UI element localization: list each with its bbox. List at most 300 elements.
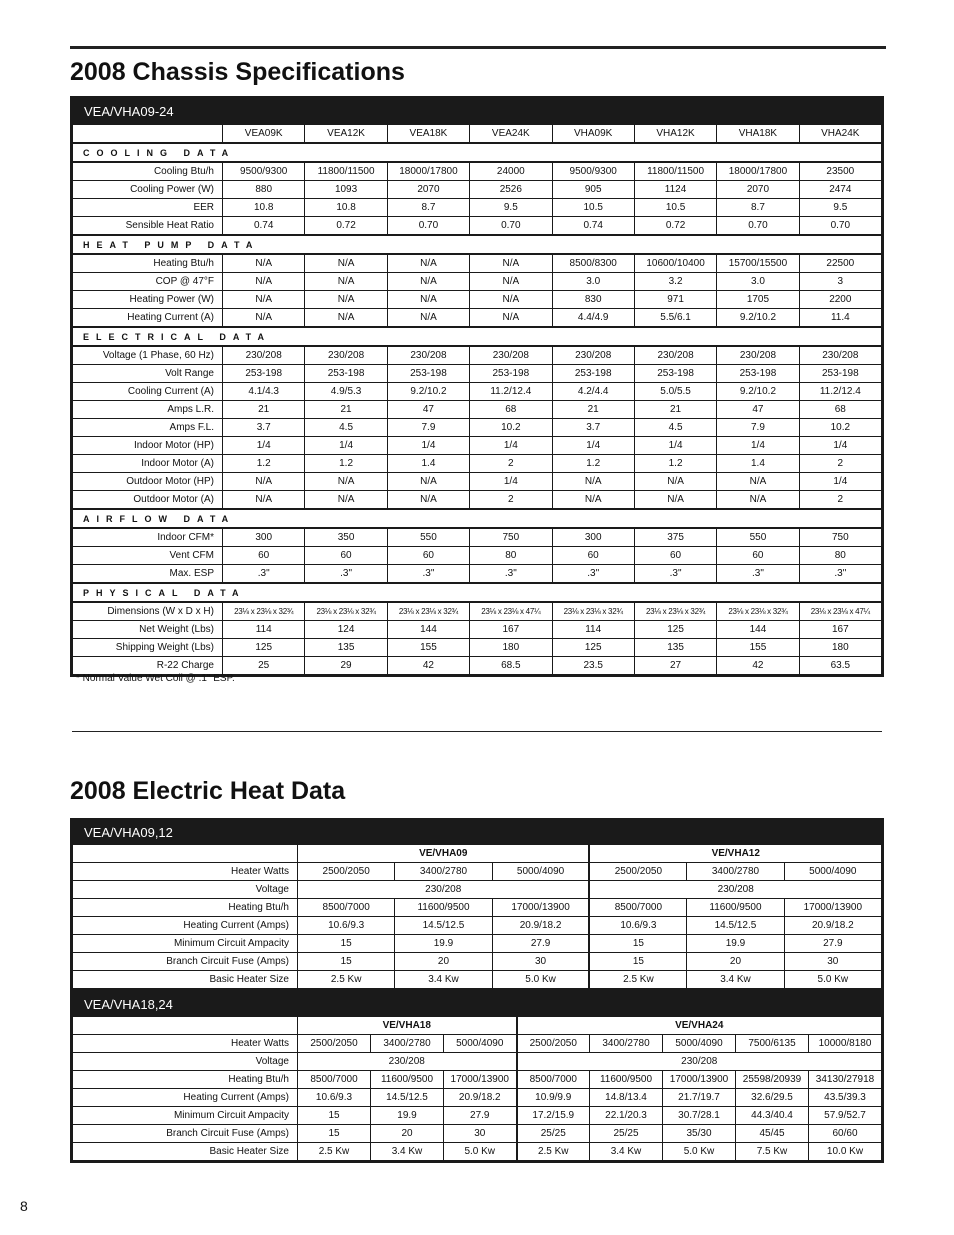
table-cell: 20 bbox=[395, 953, 492, 971]
table-cell: 180 bbox=[799, 639, 881, 657]
table-cell: 60 bbox=[305, 547, 387, 565]
table-cell: 5.0 Kw bbox=[663, 1143, 736, 1161]
row-label: Amps L.R. bbox=[73, 401, 223, 419]
table-cell: N/A bbox=[552, 473, 634, 491]
table-cell: 23⅛ x 23⅛ x 47¼ bbox=[470, 602, 552, 621]
group-header-cell: VE/VHA12 bbox=[589, 845, 881, 863]
table-cell: 15 bbox=[298, 935, 395, 953]
table-cell: 5.0 Kw bbox=[784, 971, 881, 989]
table-cell: 4.5 bbox=[634, 419, 716, 437]
table-cell: 1/4 bbox=[799, 473, 881, 491]
table-cell: 10.5 bbox=[634, 199, 716, 217]
table-cell: N/A bbox=[223, 273, 305, 291]
row-label: Vent CFM bbox=[73, 547, 223, 565]
table-cell: 253-198 bbox=[305, 365, 387, 383]
group-header-cell: VE/VHA09 bbox=[298, 845, 590, 863]
table-cell: 125 bbox=[552, 639, 634, 657]
table-cell: N/A bbox=[634, 491, 716, 510]
section-label: AIRFLOW DATA bbox=[73, 509, 882, 528]
table-cell: 253-198 bbox=[552, 365, 634, 383]
table-cell: 21 bbox=[552, 401, 634, 419]
table-cell: N/A bbox=[717, 473, 799, 491]
table-cell: 2070 bbox=[717, 181, 799, 199]
table-row bbox=[73, 639, 882, 657]
table-cell: 5.0 Kw bbox=[492, 971, 589, 989]
table-cell: N/A bbox=[470, 273, 552, 291]
table-cell: 253-198 bbox=[387, 365, 469, 383]
table-cell: 63.5 bbox=[799, 657, 881, 675]
model-header-cell: VHA18K bbox=[717, 125, 799, 144]
table-cell: 2200 bbox=[799, 291, 881, 309]
table-cell: 11600/9500 bbox=[687, 899, 784, 917]
table-cell: 0.72 bbox=[305, 217, 387, 236]
table-cell: 350 bbox=[305, 528, 387, 547]
table-cell: 11.2/12.4 bbox=[799, 383, 881, 401]
table-cell: 11.4 bbox=[799, 309, 881, 328]
table-cell: 44.3/40.4 bbox=[736, 1107, 809, 1125]
table-cell: 3400/2780 bbox=[371, 1035, 444, 1053]
table-cell: 68 bbox=[799, 401, 881, 419]
header-blank-cell bbox=[73, 845, 298, 863]
table-cell: 1.2 bbox=[223, 455, 305, 473]
table-cell: 10.2 bbox=[799, 419, 881, 437]
table-cell: 1.2 bbox=[634, 455, 716, 473]
table-cell: 750 bbox=[470, 528, 552, 547]
row-label: Cooling Power (W) bbox=[73, 181, 223, 199]
table-cell: 114 bbox=[223, 621, 305, 639]
table-cell: 10.2 bbox=[470, 419, 552, 437]
table-cell: 4.5 bbox=[305, 419, 387, 437]
table-cell: N/A bbox=[634, 473, 716, 491]
table-cell: .3" bbox=[387, 565, 469, 584]
table-cell: 8500/7000 bbox=[298, 1071, 371, 1089]
table-cell: 2.5 Kw bbox=[589, 971, 686, 989]
table-row bbox=[73, 953, 882, 971]
row-label: Amps F.L. bbox=[73, 419, 223, 437]
table-cell: 5000/4090 bbox=[663, 1035, 736, 1053]
section-label: HEAT PUMP DATA bbox=[73, 235, 882, 254]
table-cell: N/A bbox=[305, 473, 387, 491]
table-cell: 60 bbox=[552, 547, 634, 565]
table-cell: 230/208 bbox=[589, 881, 881, 899]
table-cell: 2.5 Kw bbox=[298, 971, 395, 989]
table-cell: 27.9 bbox=[784, 935, 881, 953]
table-cell: 3.7 bbox=[223, 419, 305, 437]
table-cell: .3" bbox=[634, 565, 716, 584]
table-cell: 19.9 bbox=[371, 1107, 444, 1125]
table-cell: 2.5 Kw bbox=[298, 1143, 371, 1161]
table-cell: 30 bbox=[784, 953, 881, 971]
table-cell: 29 bbox=[305, 657, 387, 675]
table-cell: 7500/6135 bbox=[736, 1035, 809, 1053]
table-cell: 8.7 bbox=[717, 199, 799, 217]
table-cell: 23⅛ x 23⅛ x 32¾ bbox=[223, 602, 305, 621]
row-label: Heater Watts bbox=[73, 1035, 298, 1053]
table-cell: 0.70 bbox=[470, 217, 552, 236]
row-label: Dimensions (W x D x H) bbox=[73, 602, 223, 621]
table-row bbox=[73, 1053, 882, 1071]
row-label: Branch Circuit Fuse (Amps) bbox=[73, 953, 298, 971]
table-cell: 10000/8180 bbox=[809, 1035, 882, 1053]
table-cell: 17000/13900 bbox=[784, 899, 881, 917]
table-cell: 135 bbox=[634, 639, 716, 657]
row-label: Branch Circuit Fuse (Amps) bbox=[73, 1125, 298, 1143]
table-row bbox=[73, 401, 882, 419]
table-row bbox=[73, 899, 882, 917]
row-label: Net Weight (Lbs) bbox=[73, 621, 223, 639]
table-cell: N/A bbox=[717, 491, 799, 510]
table-cell: 1.4 bbox=[717, 455, 799, 473]
table-row bbox=[73, 309, 882, 328]
table-row bbox=[73, 1107, 882, 1125]
table-cell: 1/4 bbox=[634, 437, 716, 455]
table-cell: 155 bbox=[717, 639, 799, 657]
table-cell: 23⅛ x 23⅛ x 32¾ bbox=[552, 602, 634, 621]
table-cell: 3400/2780 bbox=[590, 1035, 663, 1053]
table-cell: 300 bbox=[223, 528, 305, 547]
table-cell: N/A bbox=[223, 254, 305, 273]
table-cell: 47 bbox=[717, 401, 799, 419]
table-cell: 144 bbox=[717, 621, 799, 639]
table-row bbox=[73, 199, 882, 217]
heat-table-2 bbox=[72, 1016, 882, 1161]
table-cell: 10.6/9.3 bbox=[298, 917, 395, 935]
table-cell: 1/4 bbox=[387, 437, 469, 455]
page-number: 8 bbox=[20, 1198, 28, 1214]
row-label: Heating Current (Amps) bbox=[73, 1089, 298, 1107]
table-row bbox=[73, 1035, 882, 1053]
top-rule bbox=[70, 46, 886, 49]
table-cell: 2474 bbox=[799, 181, 881, 199]
table-cell: 30.7/28.1 bbox=[663, 1107, 736, 1125]
mid-rule bbox=[72, 731, 882, 732]
heat-table2-bar-label: VEA/VHA18,24 bbox=[84, 996, 173, 1012]
table-row bbox=[73, 971, 882, 989]
table-cell: 10.9/9.9 bbox=[517, 1089, 590, 1107]
table-cell: 5.0/5.5 bbox=[634, 383, 716, 401]
section-row bbox=[73, 509, 882, 528]
table-cell: 25 bbox=[223, 657, 305, 675]
table-cell: 9500/9300 bbox=[223, 162, 305, 181]
electric-heat-title: 2008 Electric Heat Data bbox=[70, 777, 346, 805]
table-cell: 25598/20939 bbox=[736, 1071, 809, 1089]
table-cell: 230/208 bbox=[298, 1053, 517, 1071]
table-cell: 230/208 bbox=[634, 346, 716, 365]
table-row bbox=[73, 621, 882, 639]
table-row bbox=[73, 473, 882, 491]
row-label: R-22 Charge bbox=[73, 657, 223, 675]
electric-heat-block-2 bbox=[70, 990, 884, 1163]
table-row bbox=[73, 1143, 882, 1161]
chassis-spec-table bbox=[72, 124, 882, 675]
table-row bbox=[73, 935, 882, 953]
table-cell: N/A bbox=[387, 309, 469, 328]
row-label: COP @ 47°F bbox=[73, 273, 223, 291]
table-cell: 5000/4090 bbox=[784, 863, 881, 881]
table-cell: 905 bbox=[552, 181, 634, 199]
table-cell: N/A bbox=[223, 491, 305, 510]
table-cell: 230/208 bbox=[517, 1053, 882, 1071]
table-cell: 1/4 bbox=[470, 473, 552, 491]
table-cell: 750 bbox=[799, 528, 881, 547]
table-cell: 24000 bbox=[470, 162, 552, 181]
table-cell: 0.70 bbox=[387, 217, 469, 236]
table-cell: N/A bbox=[223, 473, 305, 491]
table-cell: 155 bbox=[387, 639, 469, 657]
table-cell: N/A bbox=[305, 291, 387, 309]
table-cell: 1.4 bbox=[387, 455, 469, 473]
table-cell: 20.9/18.2 bbox=[444, 1089, 517, 1107]
row-label: Voltage (1 Phase, 60 Hz) bbox=[73, 346, 223, 365]
table-row bbox=[73, 547, 882, 565]
table-cell: 1093 bbox=[305, 181, 387, 199]
table-cell: 300 bbox=[552, 528, 634, 547]
heat-table2-bar bbox=[72, 992, 882, 1016]
table-cell: 3.4 Kw bbox=[590, 1143, 663, 1161]
table-cell: 3.7 bbox=[552, 419, 634, 437]
table-cell: 1.2 bbox=[552, 455, 634, 473]
section-label: PHYSICAL DATA bbox=[73, 583, 882, 602]
table-cell: 167 bbox=[470, 621, 552, 639]
table-cell: 4.4/4.9 bbox=[552, 309, 634, 328]
table-cell: 4.9/5.3 bbox=[305, 383, 387, 401]
table-row bbox=[73, 181, 882, 199]
table-cell: 57.9/52.7 bbox=[809, 1107, 882, 1125]
chassis-bar-label: VEA/VHA09-24 bbox=[84, 103, 174, 119]
table-cell: 1/4 bbox=[223, 437, 305, 455]
group-header-cell: VE/VHA24 bbox=[517, 1017, 882, 1035]
table-row bbox=[73, 291, 882, 309]
table-cell: 125 bbox=[223, 639, 305, 657]
row-label: Heating Btu/h bbox=[73, 899, 298, 917]
table-cell: N/A bbox=[387, 254, 469, 273]
table-cell: 60 bbox=[717, 547, 799, 565]
table-cell: 17000/13900 bbox=[663, 1071, 736, 1089]
table-cell: 7.5 Kw bbox=[736, 1143, 809, 1161]
table-cell: 0.70 bbox=[799, 217, 881, 236]
table-cell: N/A bbox=[470, 309, 552, 328]
electric-heat-block-1 bbox=[70, 818, 884, 991]
table-cell: 2070 bbox=[387, 181, 469, 199]
section-label: ELECTRICAL DATA bbox=[73, 327, 882, 346]
row-label: Heating Power (W) bbox=[73, 291, 223, 309]
group-header-cell: VE/VHA18 bbox=[298, 1017, 517, 1035]
table-cell: 114 bbox=[552, 621, 634, 639]
model-header-cell: VHA09K bbox=[552, 125, 634, 144]
table-cell: N/A bbox=[552, 491, 634, 510]
row-label: Outdoor Motor (HP) bbox=[73, 473, 223, 491]
table-cell: 20 bbox=[687, 953, 784, 971]
table-cell: 15 bbox=[589, 935, 686, 953]
table-cell: 8500/8300 bbox=[552, 254, 634, 273]
table-cell: 10.5 bbox=[552, 199, 634, 217]
table-cell: .3" bbox=[305, 565, 387, 584]
model-header-cell: VHA12K bbox=[634, 125, 716, 144]
table-cell: .3" bbox=[552, 565, 634, 584]
table-cell: 47 bbox=[387, 401, 469, 419]
table-cell: 1/4 bbox=[799, 437, 881, 455]
table-cell: 135 bbox=[305, 639, 387, 657]
table-cell: N/A bbox=[470, 291, 552, 309]
table-cell: 230/208 bbox=[799, 346, 881, 365]
table-row bbox=[73, 419, 882, 437]
table-cell: 9.2/10.2 bbox=[717, 383, 799, 401]
table-cell: 3.4 Kw bbox=[371, 1143, 444, 1161]
table-cell: 20 bbox=[371, 1125, 444, 1143]
table-cell: 45/45 bbox=[736, 1125, 809, 1143]
table-cell: 17.2/15.9 bbox=[517, 1107, 590, 1125]
table-cell: 35/30 bbox=[663, 1125, 736, 1143]
table-cell: 230/208 bbox=[552, 346, 634, 365]
table-cell: 167 bbox=[799, 621, 881, 639]
row-label: Cooling Current (A) bbox=[73, 383, 223, 401]
table-cell: 2500/2050 bbox=[517, 1035, 590, 1053]
table-cell: 230/208 bbox=[223, 346, 305, 365]
table-cell: 80 bbox=[470, 547, 552, 565]
table-cell: 2 bbox=[799, 491, 881, 510]
table-cell: 10.8 bbox=[223, 199, 305, 217]
table-cell: 34130/27918 bbox=[809, 1071, 882, 1089]
table-row bbox=[73, 1089, 882, 1107]
table-cell: 253-198 bbox=[717, 365, 799, 383]
table-cell: 23⅛ x 23⅛ x 32¾ bbox=[634, 602, 716, 621]
table-row bbox=[73, 383, 882, 401]
table-cell: 27.9 bbox=[492, 935, 589, 953]
section-row bbox=[73, 143, 882, 162]
table-cell: 230/208 bbox=[387, 346, 469, 365]
table-row bbox=[73, 491, 882, 510]
table-cell: 21 bbox=[634, 401, 716, 419]
heat-table1-bar bbox=[72, 820, 882, 844]
table-cell: 9.2/10.2 bbox=[387, 383, 469, 401]
table-row bbox=[73, 254, 882, 273]
table-cell: 11800/11500 bbox=[634, 162, 716, 181]
row-label: Indoor Motor (A) bbox=[73, 455, 223, 473]
section-row bbox=[73, 327, 882, 346]
table-cell: 43.5/39.3 bbox=[809, 1089, 882, 1107]
section-label: COOLING DATA bbox=[73, 143, 882, 162]
table-cell: 2526 bbox=[470, 181, 552, 199]
table-cell: 3 bbox=[799, 273, 881, 291]
row-label: Max. ESP bbox=[73, 565, 223, 584]
table-cell: 27.9 bbox=[444, 1107, 517, 1125]
table-cell: 1/4 bbox=[717, 437, 799, 455]
chassis-spec-block bbox=[70, 96, 884, 677]
table-cell: 253-198 bbox=[634, 365, 716, 383]
table-cell: 2 bbox=[799, 455, 881, 473]
table-cell: 2 bbox=[470, 455, 552, 473]
table-cell: 23⅛ x 23⅛ x 47¼ bbox=[799, 602, 881, 621]
row-label: Heater Watts bbox=[73, 863, 298, 881]
table-cell: 830 bbox=[552, 291, 634, 309]
table-cell: 14.5/12.5 bbox=[395, 917, 492, 935]
table-cell: 9.2/10.2 bbox=[717, 309, 799, 328]
table-cell: 10600/10400 bbox=[634, 254, 716, 273]
table-cell: N/A bbox=[223, 309, 305, 328]
table-cell: N/A bbox=[305, 309, 387, 328]
table-cell: 550 bbox=[717, 528, 799, 547]
table-cell: 253-198 bbox=[470, 365, 552, 383]
table-cell: 15 bbox=[589, 953, 686, 971]
chassis-bar bbox=[72, 98, 882, 124]
table-row bbox=[73, 217, 882, 236]
table-cell: 68 bbox=[470, 401, 552, 419]
table-cell: 0.70 bbox=[717, 217, 799, 236]
table-row bbox=[73, 365, 882, 383]
table-cell: 144 bbox=[387, 621, 469, 639]
table-cell: 23.5 bbox=[552, 657, 634, 675]
table-row bbox=[73, 863, 882, 881]
table-cell: 30 bbox=[492, 953, 589, 971]
model-header-cell: VEA24K bbox=[470, 125, 552, 144]
table-cell: 60 bbox=[387, 547, 469, 565]
section-row bbox=[73, 583, 882, 602]
table-cell: 10.6/9.3 bbox=[589, 917, 686, 935]
table-cell: 880 bbox=[223, 181, 305, 199]
table-cell: 20.9/18.2 bbox=[492, 917, 589, 935]
model-header-cell: VEA18K bbox=[387, 125, 469, 144]
table-cell: 2.5 Kw bbox=[517, 1143, 590, 1161]
table-cell: 15700/15500 bbox=[717, 254, 799, 273]
table-cell: 125 bbox=[634, 621, 716, 639]
table-cell: 1/4 bbox=[552, 437, 634, 455]
heat-table-1 bbox=[72, 844, 882, 989]
table-cell: 19.9 bbox=[395, 935, 492, 953]
table-cell: 1.2 bbox=[305, 455, 387, 473]
table-cell: 15 bbox=[298, 1107, 371, 1125]
section-row bbox=[73, 235, 882, 254]
table-cell: 10.6/9.3 bbox=[298, 1089, 371, 1107]
table-cell: 1124 bbox=[634, 181, 716, 199]
table-cell: 2500/2050 bbox=[298, 1035, 371, 1053]
table-cell: 1705 bbox=[717, 291, 799, 309]
heat-table1-bar-label: VEA/VHA09,12 bbox=[84, 824, 173, 840]
table-cell: N/A bbox=[387, 491, 469, 510]
table-cell: 18000/17800 bbox=[717, 162, 799, 181]
table-cell: N/A bbox=[305, 491, 387, 510]
table-row bbox=[73, 273, 882, 291]
table-cell: 3400/2780 bbox=[687, 863, 784, 881]
table-row bbox=[73, 657, 882, 675]
table-cell: 253-198 bbox=[799, 365, 881, 383]
model-header-cell: VEA09K bbox=[223, 125, 305, 144]
table-cell: 11600/9500 bbox=[371, 1071, 444, 1089]
table-row bbox=[73, 565, 882, 584]
table-cell: 15 bbox=[298, 953, 395, 971]
table-cell: 253-198 bbox=[223, 365, 305, 383]
table-cell: 23⅛ x 23⅛ x 32¾ bbox=[387, 602, 469, 621]
table-row bbox=[73, 917, 882, 935]
row-label: Indoor CFM* bbox=[73, 528, 223, 547]
table-cell: 3.4 Kw bbox=[395, 971, 492, 989]
table-cell: 18000/17800 bbox=[387, 162, 469, 181]
table-cell: 8500/7000 bbox=[589, 899, 686, 917]
table-cell: 30 bbox=[444, 1125, 517, 1143]
table-cell: 25/25 bbox=[590, 1125, 663, 1143]
table-cell: 14.5/12.5 bbox=[371, 1089, 444, 1107]
table-cell: .3" bbox=[717, 565, 799, 584]
model-header-cell: VHA24K bbox=[799, 125, 881, 144]
table-row bbox=[73, 881, 882, 899]
model-header-row bbox=[73, 125, 882, 144]
table-cell: 0.72 bbox=[634, 217, 716, 236]
table-row bbox=[73, 346, 882, 365]
group-header-row bbox=[73, 1017, 882, 1035]
table-cell: 22500 bbox=[799, 254, 881, 273]
table-cell: 4.2/4.4 bbox=[552, 383, 634, 401]
table-cell: 25/25 bbox=[517, 1125, 590, 1143]
table-cell: 230/208 bbox=[298, 881, 590, 899]
